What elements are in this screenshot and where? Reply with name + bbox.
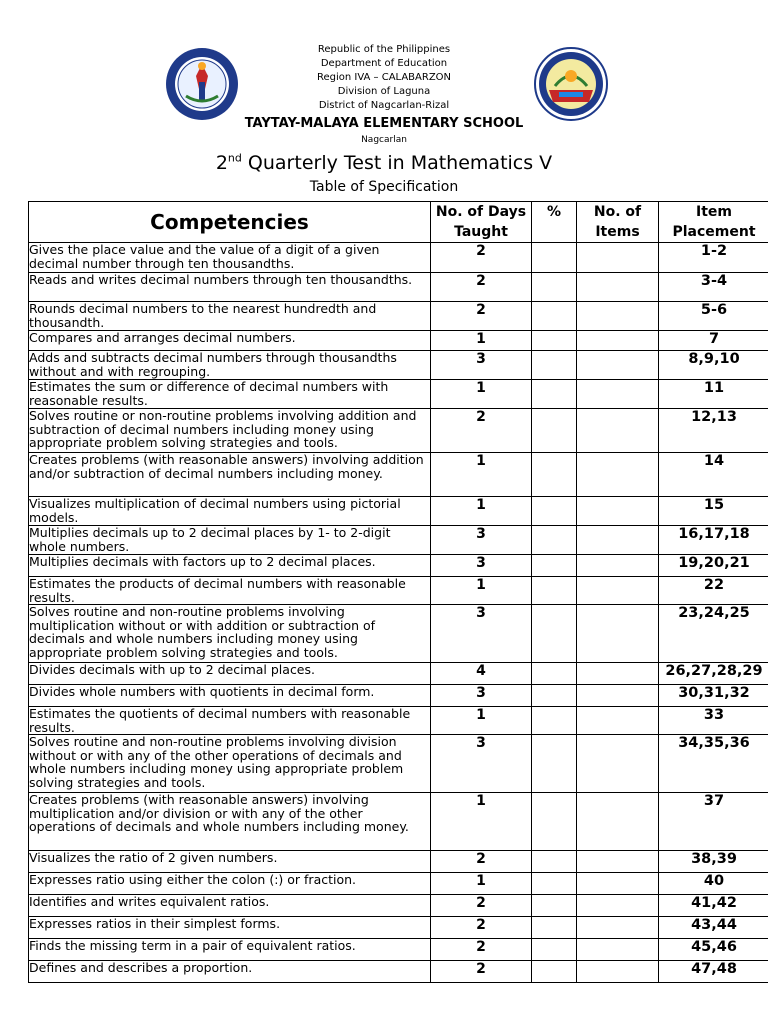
- table-row: [29, 453, 768, 497]
- header-percent: %: [532, 202, 577, 243]
- percent-cell: [532, 735, 577, 793]
- percent-cell: [532, 555, 577, 577]
- item-placement-cell: 47,48: [659, 961, 768, 983]
- table-row: [29, 351, 768, 380]
- no-of-items-cell: [577, 851, 659, 873]
- percent-cell: [532, 707, 577, 735]
- competency-cell: Visualizes multiplication of decimal numbers using pictorial models.: [29, 497, 431, 526]
- table-row: [29, 380, 768, 409]
- header-no-of-items: No. of Items: [577, 202, 659, 243]
- item-placement-cell: 11: [659, 380, 768, 409]
- no-of-items-cell: [577, 917, 659, 939]
- title-text: Quarterly Test in Mathematics V: [241, 152, 553, 174]
- percent-cell: [532, 663, 577, 685]
- percent-cell: [532, 917, 577, 939]
- days-taught-cell: 2: [431, 243, 532, 273]
- no-of-items-cell: [577, 243, 659, 273]
- days-taught-cell: 1: [431, 873, 532, 895]
- item-placement-cell: 22: [659, 577, 768, 605]
- item-placement-cell: 3-4: [659, 273, 768, 302]
- competency-cell: Adds and subtracts decimal numbers through thousandths without and with regrouping.: [29, 351, 431, 380]
- days-taught-cell: 1: [431, 331, 532, 351]
- item-placement-cell: 33: [659, 707, 768, 735]
- days-taught-cell: 2: [431, 273, 532, 302]
- header-days-taught: No. of Days Taught: [431, 202, 532, 243]
- competency-cell: Multiplies decimals up to 2 decimal places by 1- to 2-digit whole numbers.: [29, 526, 431, 555]
- table-row: [29, 939, 768, 961]
- days-taught-cell: 2: [431, 409, 532, 453]
- table-row: [29, 526, 768, 555]
- no-of-items-cell: [577, 663, 659, 685]
- days-taught-cell: 2: [431, 851, 532, 873]
- days-taught-cell: 1: [431, 793, 532, 851]
- table-row: [29, 793, 768, 851]
- days-taught-cell: 2: [431, 917, 532, 939]
- percent-cell: [532, 793, 577, 851]
- table-row: [29, 707, 768, 735]
- header-item-placement: Item Placement: [659, 202, 768, 243]
- no-of-items-cell: [577, 380, 659, 409]
- competency-cell: Creates problems (with reasonable answers) involving multiplication and/or division or with any of the other operations of decimals and whole numbers including money.: [29, 793, 431, 851]
- item-placement-cell: 45,46: [659, 939, 768, 961]
- no-of-items-cell: [577, 526, 659, 555]
- days-taught-cell: 3: [431, 605, 532, 663]
- percent-cell: [532, 497, 577, 526]
- percent-cell: [532, 577, 577, 605]
- header-division: Division of Laguna: [337, 86, 431, 97]
- days-taught-cell: 1: [431, 497, 532, 526]
- days-taught-cell: 1: [431, 707, 532, 735]
- days-taught-cell: 2: [431, 961, 532, 983]
- item-placement-cell: 12,13: [659, 409, 768, 453]
- competency-cell: Compares and arranges decimal numbers.: [29, 331, 431, 351]
- table-row: [29, 577, 768, 605]
- table-row: [29, 735, 768, 793]
- competency-cell: Estimates the quotients of decimal numbers with reasonable results.: [29, 707, 431, 735]
- table-row: [29, 605, 768, 663]
- title-ordinal: nd: [227, 151, 242, 165]
- percent-cell: [532, 873, 577, 895]
- percent-cell: [532, 273, 577, 302]
- days-taught-cell: 4: [431, 663, 532, 685]
- no-of-items-cell: [577, 555, 659, 577]
- table-row: [29, 273, 768, 302]
- competency-cell: Divides whole numbers with quotients in decimal form.: [29, 685, 431, 707]
- header-district: District of Nagcarlan-Rizal: [318, 100, 450, 111]
- item-placement-cell: 19,20,21: [659, 555, 768, 577]
- no-of-items-cell: [577, 605, 659, 663]
- competency-cell: Defines and describes a proportion.: [29, 961, 431, 983]
- table-header-row: [29, 202, 768, 243]
- percent-cell: [532, 685, 577, 707]
- item-placement-cell: 15: [659, 497, 768, 526]
- item-placement-cell: 26,27,28,29: [659, 663, 768, 685]
- days-taught-cell: 1: [431, 577, 532, 605]
- competency-cell: Solves routine or non-routine problems involving addition and subtraction of decimal numbers including money using appropriate problem solving strategies and tools.: [29, 409, 431, 453]
- page-title: [0, 150, 768, 176]
- days-taught-cell: 1: [431, 453, 532, 497]
- school-town: Nagcarlan: [361, 135, 407, 145]
- competency-cell: Expresses ratios in their simplest forms.: [29, 917, 431, 939]
- competency-cell: Creates problems (with reasonable answers) involving addition and/or subtraction of decimal numbers including money.: [29, 453, 431, 497]
- percent-cell: [532, 851, 577, 873]
- percent-cell: [532, 453, 577, 497]
- percent-cell: [532, 526, 577, 555]
- percent-cell: [532, 895, 577, 917]
- header-republic: Republic of the Philippines: [317, 44, 451, 55]
- no-of-items-cell: [577, 895, 659, 917]
- percent-cell: [532, 243, 577, 273]
- competency-cell: Estimates the products of decimal numbers with reasonable results.: [29, 577, 431, 605]
- percent-cell: [532, 331, 577, 351]
- header-region: Region IVA – CALABARZON: [316, 72, 452, 83]
- item-placement-cell: 7: [659, 331, 768, 351]
- item-placement-cell: 23,24,25: [659, 605, 768, 663]
- table-row: [29, 873, 768, 895]
- table-row: [29, 663, 768, 685]
- percent-cell: [532, 351, 577, 380]
- table-body: [29, 243, 768, 983]
- specification-table: [28, 201, 768, 983]
- competency-cell: Expresses ratio using either the colon (:) or fraction.: [29, 873, 431, 895]
- days-taught-cell: 3: [431, 526, 532, 555]
- header-department: Department of Education: [320, 58, 448, 69]
- competency-cell: Identifies and writes equivalent ratios.: [29, 895, 431, 917]
- competency-cell: Estimates the sum or difference of decimal numbers with reasonable results.: [29, 380, 431, 409]
- no-of-items-cell: [577, 273, 659, 302]
- no-of-items-cell: [577, 707, 659, 735]
- table-row: [29, 409, 768, 453]
- no-of-items-cell: [577, 577, 659, 605]
- item-placement-cell: 40: [659, 873, 768, 895]
- title-number: 2: [215, 152, 228, 174]
- no-of-items-cell: [577, 331, 659, 351]
- table-row: [29, 497, 768, 526]
- item-placement-cell: 41,42: [659, 895, 768, 917]
- no-of-items-cell: [577, 453, 659, 497]
- competency-cell: Gives the place value and the value of a digit of a given decimal number through ten thousandths.: [29, 243, 431, 273]
- no-of-items-cell: [577, 793, 659, 851]
- table-row: [29, 917, 768, 939]
- table-row: [29, 685, 768, 707]
- item-placement-cell: 34,35,36: [659, 735, 768, 793]
- days-taught-cell: 3: [431, 735, 532, 793]
- table-row: [29, 243, 768, 273]
- days-taught-cell: 3: [431, 685, 532, 707]
- item-placement-cell: 1-2: [659, 243, 768, 273]
- days-taught-cell: 3: [431, 351, 532, 380]
- days-taught-cell: 2: [431, 895, 532, 917]
- table-row: [29, 555, 768, 577]
- competency-cell: Rounds decimal numbers to the nearest hundredth and thousandth.: [29, 302, 431, 331]
- no-of-items-cell: [577, 351, 659, 380]
- table-row: [29, 851, 768, 873]
- days-taught-cell: 2: [431, 939, 532, 961]
- no-of-items-cell: [577, 939, 659, 961]
- item-placement-cell: 8,9,10: [659, 351, 768, 380]
- school-name: TAYTAY-MALAYA ELEMENTARY SCHOOL: [244, 116, 524, 131]
- competency-cell: Solves routine and non-routine problems involving multiplication without or with addition or subtraction of decimals and whole numbers including money using appropriate problem solving strategies and tools.: [29, 605, 431, 663]
- percent-cell: [532, 409, 577, 453]
- no-of-items-cell: [577, 409, 659, 453]
- days-taught-cell: 3: [431, 555, 532, 577]
- no-of-items-cell: [577, 873, 659, 895]
- no-of-items-cell: [577, 961, 659, 983]
- item-placement-cell: 30,31,32: [659, 685, 768, 707]
- percent-cell: [532, 939, 577, 961]
- days-taught-cell: 2: [431, 302, 532, 331]
- competency-cell: Divides decimals with up to 2 decimal places.: [29, 663, 431, 685]
- percent-cell: [532, 380, 577, 409]
- table-row: [29, 331, 768, 351]
- no-of-items-cell: [577, 497, 659, 526]
- item-placement-cell: 37: [659, 793, 768, 851]
- item-placement-cell: 16,17,18: [659, 526, 768, 555]
- competency-cell: Reads and writes decimal numbers through ten thousandths.: [29, 273, 431, 302]
- percent-cell: [532, 605, 577, 663]
- header-competencies: Competencies: [29, 202, 431, 243]
- no-of-items-cell: [577, 735, 659, 793]
- item-placement-cell: 5-6: [659, 302, 768, 331]
- competency-cell: Visualizes the ratio of 2 given numbers.: [29, 851, 431, 873]
- table-row: [29, 961, 768, 983]
- table-row: [29, 302, 768, 331]
- days-taught-cell: 1: [431, 380, 532, 409]
- competency-cell: Finds the missing term in a pair of equivalent ratios.: [29, 939, 431, 961]
- table-row: [29, 895, 768, 917]
- item-placement-cell: 38,39: [659, 851, 768, 873]
- no-of-items-cell: [577, 685, 659, 707]
- page-subtitle: Table of Specification: [309, 179, 459, 195]
- percent-cell: [532, 961, 577, 983]
- percent-cell: [532, 302, 577, 331]
- competency-cell: Multiplies decimals with factors up to 2 decimal places.: [29, 555, 431, 577]
- item-placement-cell: 43,44: [659, 917, 768, 939]
- competency-cell: Solves routine and non-routine problems involving division without or with any of the other operations of decimals and whole numbers including money using appropriate problem solving strategies and tools.: [29, 735, 431, 793]
- item-placement-cell: 14: [659, 453, 768, 497]
- no-of-items-cell: [577, 302, 659, 331]
